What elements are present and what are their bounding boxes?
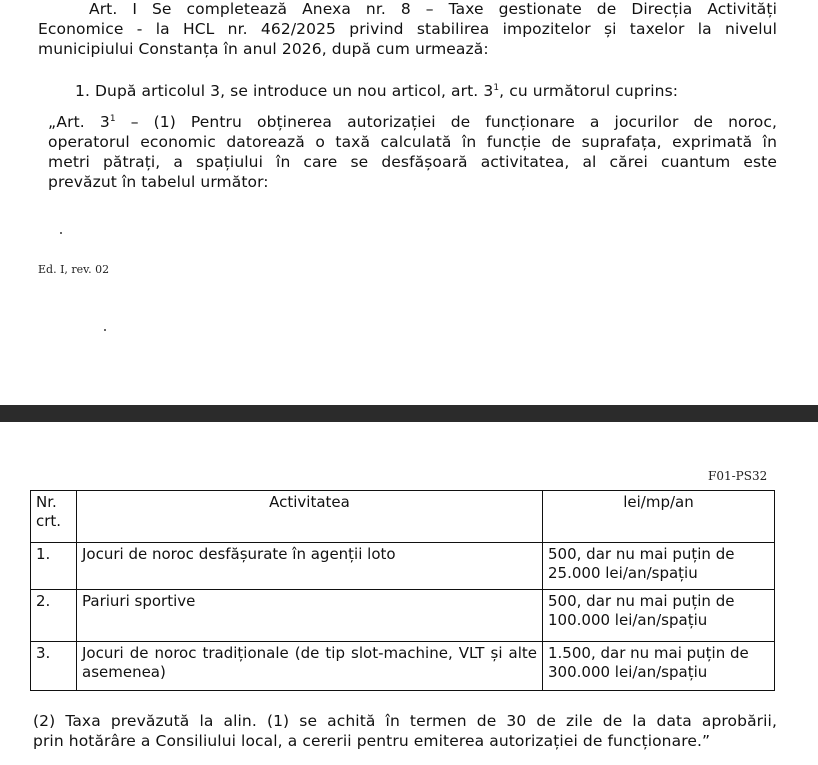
table-header-row	[31, 491, 775, 543]
edition-label: Ed. I, rev. 02	[38, 263, 110, 276]
article-i-line-2: Economice - la HCL nr. 462/2025 privind stabilirea impozitelor și taxelor la nivelul	[38, 20, 777, 38]
article-3-1-line-3: metri pătrați, a spațiului în care se desfășoară activitatea, al cărei cuantum este	[48, 153, 777, 171]
row-activity: Pariuri sportive	[77, 590, 543, 642]
form-code-label: F01-PS32	[708, 469, 768, 483]
article-3-1-label: „Art. 3	[48, 113, 110, 131]
row-fee: 500, dar nu mai puțin de 100.000 lei/an/spațiu	[543, 590, 775, 642]
row-fee: 1.500, dar nu mai puțin de 300.000 lei/an/spațiu	[543, 642, 775, 691]
article-3-1-text: – (1) Pentru obținerea autorizației de funcționare a jocurilor de noroc,	[115, 113, 777, 131]
article-3-1-line-4: prevăzut în tabelul următor:	[48, 173, 269, 191]
row-activity: Jocuri de noroc desfășurate în agenții loto	[77, 543, 543, 590]
header-nr-crt: Nr. crt.	[31, 491, 77, 543]
table-row	[31, 590, 775, 642]
item-1-text: 1. După articolul 3, se introduce un nou articol, art. 3	[75, 82, 494, 100]
table-row	[31, 642, 775, 691]
paragraph-2-line-1: (2) Taxa prevăzută la alin. (1) se achită în termen de 30 de zile de la data aprobării,	[33, 712, 777, 730]
article-3-1-line-2: operatorul economic datorează o taxă calculată în funcție de suprafața, exprimată în	[48, 133, 777, 151]
row-activity: Jocuri de noroc tradiționale (de tip slot-machine, VLT și alte asemenea)	[77, 642, 543, 691]
page-separator	[0, 405, 818, 422]
article-i-line-1: Art. I Se completează Anexa nr. 8 – Taxe gestionate de Direcția Activități	[89, 0, 777, 18]
item-1-text-end: , cu următorul cuprins:	[499, 82, 679, 100]
item-1-line	[75, 81, 678, 101]
fee-table	[30, 490, 775, 691]
article-3-1-superscript: 1	[109, 114, 116, 124]
article-i-line-3: municipiului Constanța în anul 2026, după cum urmează:	[38, 40, 489, 58]
paragraph-2-line-2: prin hotărâre a Consiliului local, a cererii pentru emiterea autorizației de funcționare.”	[33, 732, 711, 750]
scan-speck	[104, 329, 106, 331]
scan-speck	[60, 232, 62, 234]
row-nr: 1.	[31, 543, 77, 590]
header-lei-mp-an: lei/mp/an	[543, 491, 775, 543]
row-nr: 2.	[31, 590, 77, 642]
header-activitatea: Activitatea	[77, 491, 543, 543]
table-row	[31, 543, 775, 590]
row-nr: 3.	[31, 642, 77, 691]
article-3-1-line-1	[48, 112, 777, 132]
row-fee: 500, dar nu mai puțin de 25.000 lei/an/spațiu	[543, 543, 775, 590]
item-1-superscript: 1	[493, 83, 500, 93]
